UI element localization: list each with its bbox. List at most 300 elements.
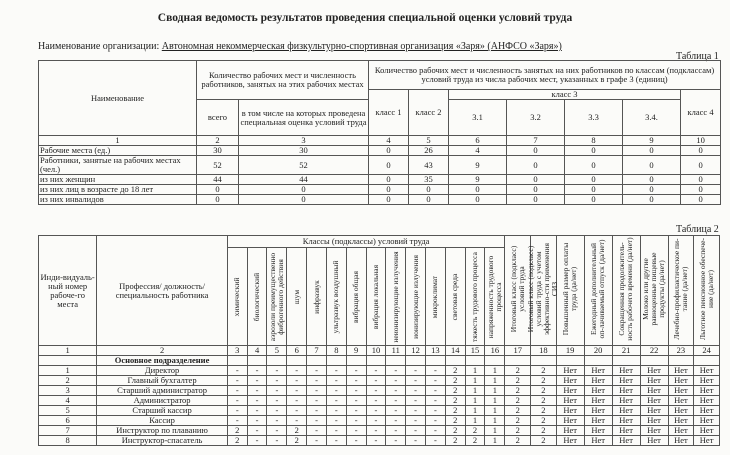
t2-cell: Нет [584,406,612,416]
t2-cell: - [267,436,287,446]
t2-header-factor [425,248,445,346]
t2-cell: - [386,436,406,446]
t2-colnum-cell: 16 [485,346,505,356]
t1-cell: 0 [409,195,449,205]
t2-header-extra [694,236,720,346]
t2-cell: 1 [485,406,505,416]
table1-caption: Таблица 1 [676,51,719,62]
t1-cell: 30 [197,146,239,156]
t2-cell: Нет [640,376,668,386]
t2-row-num: 6 [39,416,97,426]
t2-cell: - [247,406,267,416]
t2-cell: 1 [485,366,505,376]
t2-cell: - [307,396,327,406]
t1-colnum-cell: 5 [409,136,449,146]
t2-cell: Нет [612,406,640,416]
t1-row-label: из них инвалидов [39,195,197,205]
t2-row-profession: Директор [97,366,228,376]
t1-header-c33: 3.3 [565,100,623,136]
t2-cell: - [326,426,346,436]
table-row [39,386,720,396]
t2-cell: Нет [612,436,640,446]
t1-cell: 0 [565,195,623,205]
t1-cell: 0 [239,195,369,205]
t2-section-cell [287,356,307,366]
t2-cell: 2 [445,386,465,396]
t2-cell: 2 [445,436,465,446]
t2-cell: - [247,436,267,446]
organization-label: Наименование организации: [38,41,160,52]
t1-cell: 0 [507,185,565,195]
t2-section-cell [386,356,406,366]
t2-cell: Нет [668,376,694,386]
t2-header-num: Инди-видуаль-ный номер рабоче-го места [39,236,97,346]
t2-cell: - [425,386,445,396]
t2-cell: Нет [584,366,612,376]
t2-cell: Нет [584,416,612,426]
t2-cell: - [267,396,287,406]
t2-cell: - [366,386,386,396]
t1-cell: 0 [681,146,721,156]
t2-cell: 2 [531,396,557,406]
t1-cell: 0 [449,195,507,205]
t2-cell: 2 [531,366,557,376]
t2-cell: - [287,416,307,426]
t2-cell: Нет [694,426,720,436]
t2-cell: - [307,426,327,436]
t2-header-extra [612,236,640,346]
table-row [39,376,720,386]
t2-section-cell [267,356,287,366]
t1-cell: 0 [239,185,369,195]
t2-cell: Нет [694,406,720,416]
t2-row-num: 5 [39,406,97,416]
t2-cell: Нет [584,376,612,386]
t1-colnum-cell: 10 [681,136,721,146]
t2-cell: - [386,406,406,416]
t2-cell: - [326,436,346,446]
t2-cell: - [287,396,307,406]
t1-header-class4: класс 4 [681,90,721,136]
t1-cell: 0 [369,156,409,175]
t2-cell: - [346,426,366,436]
t2-colnum-cell: 23 [668,346,694,356]
t2-cell: - [247,396,267,406]
t1-colnum-cell: 6 [449,136,507,146]
t2-cell: 2 [505,436,531,446]
t2-cell: - [247,416,267,426]
t2-cell: - [346,376,366,386]
t2-cell: - [386,396,406,406]
t2-header-factor [287,248,307,346]
t2-header-factor-label: инфразвук [311,279,321,314]
t2-cell: - [267,376,287,386]
t2-colnum-cell: 2 [97,346,228,356]
t2-section-cell [556,356,584,366]
t2-header-factor [227,248,247,346]
t2-cell: Нет [556,396,584,406]
t2-header-extra-label: Молоко или другие равноценные пищевые продукты (да/нет) [641,251,667,326]
t2-cell: 1 [465,416,485,426]
t2-header-factor-label: тяжесть трудового процесса [470,251,479,342]
t2-section-cell [465,356,485,366]
t2-colnum-cell: 22 [640,346,668,356]
t2-cell: - [307,406,327,416]
t2-header-extra-label: Ежегодный дополнительный оп-лачиваемый отпуск (да/нет) [589,239,607,338]
t2-cell: Нет [668,426,694,436]
t2-cell: Нет [640,416,668,426]
t1-cell: 9 [449,156,507,175]
t2-cell: Нет [556,366,584,376]
document-title: Сводная ведомость результатов проведения специальной оценки условий труда [157,12,573,24]
t2-section-cell [307,356,327,366]
t2-cell: - [366,426,386,436]
t2-cell: 2 [505,376,531,386]
t2-row-profession: Старший кассир [97,406,228,416]
t2-cell: - [227,396,247,406]
t2-cell: Нет [694,436,720,446]
t1-cell: 0 [623,195,681,205]
t2-cell: - [307,366,327,376]
t2-cell: - [346,406,366,416]
t2-colnum-cell: 14 [445,346,465,356]
t2-colnum-cell: 1 [39,346,97,356]
t2-cell: - [326,396,346,406]
t2-cell: 2 [505,386,531,396]
t2-header-factor-label: биологический [252,272,262,321]
t2-cell: Нет [556,436,584,446]
t2-header-factor [267,248,287,346]
t2-cell: - [346,386,366,396]
t1-cell: 0 [623,185,681,195]
t2-header-factor [326,248,346,346]
t2-cell: Нет [584,386,612,396]
t2-section-cell [694,356,720,366]
t2-header-extra [556,236,584,346]
table-row [39,185,721,195]
t2-cell: Нет [694,366,720,376]
t1-cell: 30 [239,146,369,156]
t2-colnum-cell: 19 [556,346,584,356]
t2-colnum-cell: 8 [326,346,346,356]
t2-cell: - [326,386,346,396]
t2-section-cell [425,356,445,366]
t2-cell: - [227,406,247,416]
t2-cell: - [267,406,287,416]
t2-cell: 2 [465,426,485,436]
t2-cell: Нет [612,386,640,396]
t1-cell: 0 [681,156,721,175]
t2-cell: Нет [668,366,694,376]
t2-cell: - [247,426,267,436]
t2-cell: - [247,386,267,396]
t2-header-extra-label: Сокращенная продолжитель-ность рабочего времени (да/нет) [617,236,635,341]
table-row [39,146,721,156]
t1-colnum-cell: 2 [197,136,239,146]
t2-cell: 2 [505,416,531,426]
t2-cell: - [406,396,426,406]
table-row [39,406,720,416]
t2-cell: 1 [485,386,505,396]
t2-cell: - [307,416,327,426]
t2-row-profession: Инструктор-спасатель [97,436,228,446]
t2-header-extra [668,236,694,346]
t1-cell: 0 [197,195,239,205]
t2-cell: - [366,376,386,386]
t2-section-cell [366,356,386,366]
t1-header-evaluated: в том числе на которых проведена специальная оценка условий труда [239,100,369,136]
t1-cell: 0 [565,175,623,185]
t2-cell: - [386,376,406,386]
t2-cell: - [425,416,445,426]
t2-cell: Нет [556,426,584,436]
t2-cell: Нет [668,416,694,426]
t1-cell: 0 [507,195,565,205]
t2-cell: Нет [612,376,640,386]
t1-cell: 0 [681,195,721,205]
t2-cell: - [386,426,406,436]
t2-section-cell [346,356,366,366]
table1 [38,60,721,205]
t2-cell: - [267,416,287,426]
t2-cell: - [425,436,445,446]
t2-header-factor-label: ультразвук воздушный [331,260,341,333]
t1-cell: 26 [409,146,449,156]
t1-cell: 0 [409,185,449,195]
t2-colnum-cell: 5 [267,346,287,356]
t1-cell: 9 [449,175,507,185]
t2-cell: - [406,386,426,396]
t2-section-title: Основное подразделение [97,356,228,366]
t1-row-label: Работники, занятые на рабочих местах (чел.) [39,156,197,175]
t2-section-cell [640,356,668,366]
t1-row-label: Рабочие места (ед.) [39,146,197,156]
t2-cell: - [267,386,287,396]
t2-cell: 2 [445,416,465,426]
t2-cell: Нет [640,366,668,376]
t1-cell: 52 [197,156,239,175]
t1-cell: 0 [369,195,409,205]
t2-cell: Нет [556,416,584,426]
t2-cell: Нет [668,436,694,446]
t2-cell: 2 [465,436,485,446]
t1-header-class2: класс 2 [409,90,449,136]
t2-cell: Нет [556,376,584,386]
t2-cell: - [287,376,307,386]
t2-cell: - [326,366,346,376]
t2-header-factor [485,248,505,346]
t2-cell: - [425,406,445,416]
t2-cell: Нет [556,386,584,396]
t1-cell: 0 [369,146,409,156]
t2-section-cell [227,356,247,366]
t2-colnum-cell: 3 [227,346,247,356]
t1-header-name: Наименование [39,61,197,136]
t2-cell: Нет [612,396,640,406]
t2-cell: - [326,376,346,386]
t2-cell: 2 [287,436,307,446]
t2-header-factor [386,248,406,346]
t2-row-num: 1 [39,366,97,376]
t2-cell: 1 [465,386,485,396]
t2-cell: - [346,436,366,446]
t2-cell: - [267,426,287,436]
t1-colnum-cell: 1 [39,136,197,146]
t2-row-profession: Инструктор по плаванию [97,426,228,436]
table-row [39,416,720,426]
t1-colnum-cell: 4 [369,136,409,146]
t2-cell: 2 [287,426,307,436]
t2-cell: 1 [465,396,485,406]
t2-cell: - [406,426,426,436]
t2-cell: 1 [465,406,485,416]
t2-section-cell [531,356,557,366]
t2-header-factor-label: неионизирующие излучения [390,250,400,343]
t1-header-c34: 3.4. [623,100,681,136]
t2-cell: Нет [640,396,668,406]
t2-section-cell [406,356,426,366]
t2-header-extra-label: Итоговый класс (подкласс) условий труда с учетом эффективно-сти применения СИЗ [526,242,560,335]
t2-cell: 2 [505,396,531,406]
t2-cell: - [227,376,247,386]
t2-header-extra [526,236,560,346]
t2-cell: Нет [584,436,612,446]
t2-section-cell [612,356,640,366]
t2-cell: - [307,436,327,446]
t2-section-cell [584,356,612,366]
t2-section-cell [326,356,346,366]
table-row [39,195,721,205]
t2-cell: Нет [640,436,668,446]
t2-header-factor [406,248,426,346]
t2-colnum-cell: 15 [465,346,485,356]
t1-cell: 0 [369,185,409,195]
t2-cell: Нет [556,406,584,416]
organization-name: Автономная некоммерческая физкультурно-спортивная организация «Заря» (АНФСО «Заря») [161,41,562,52]
t2-cell: - [247,376,267,386]
t1-header-c31: 3.1 [449,100,507,136]
t2-cell: 2 [531,416,557,426]
t1-cell: 0 [623,156,681,175]
t2-cell: 1 [485,426,505,436]
t2-header-factor [445,248,465,346]
t2-cell: - [366,406,386,416]
t2-cell: Нет [694,416,720,426]
t2-cell: - [227,366,247,376]
table2-caption: Таблица 2 [676,224,719,235]
t2-row-profession: Кассир [97,416,228,426]
t2-cell: Нет [694,396,720,406]
table-row [39,175,721,185]
t2-cell: - [287,366,307,376]
t1-cell: 0 [507,175,565,185]
t2-cell: 2 [445,406,465,416]
t2-cell: - [386,386,406,396]
t2-cell: - [425,376,445,386]
t2-section-num [39,356,97,366]
t2-cell: 2 [531,436,557,446]
t2-cell: 2 [531,376,557,386]
t2-cell: - [247,366,267,376]
t1-row-label: из них женщин [39,175,197,185]
t2-section-cell [505,356,531,366]
t2-section-cell [247,356,267,366]
t2-header-extra [584,236,612,346]
t2-cell: 2 [531,386,557,396]
t2-colnum-cell: 10 [366,346,386,356]
t1-colnum-cell: 8 [565,136,623,146]
t1-cell: 52 [239,156,369,175]
t2-cell: - [386,366,406,376]
t2-header-extra-label: Льготное пенсионное обеспече-ние (да/нет) [697,237,715,340]
t2-cell: Нет [694,386,720,396]
t2-header-classes: Классы (подклассы) условий труда [227,236,505,248]
t2-colnum-cell: 18 [531,346,557,356]
t2-cell: - [406,416,426,426]
t2-colnum-cell: 12 [406,346,426,356]
t2-row-num: 8 [39,436,97,446]
t1-cell: 0 [507,156,565,175]
t2-header-factor-label: химический [232,277,242,316]
table-row [39,156,721,175]
t2-cell: - [267,366,287,376]
table-row [39,396,720,406]
t1-cell: 0 [565,185,623,195]
t2-cell: 1 [465,376,485,386]
t2-cell: Нет [584,396,612,406]
table-row [39,426,720,436]
t1-cell: 4 [449,146,507,156]
t2-cell: - [406,436,426,446]
t1-cell: 0 [623,175,681,185]
t2-cell: 1 [485,416,505,426]
t2-cell: - [425,396,445,406]
t2-cell: 2 [505,406,531,416]
t2-header-factor-label: ионизирующие излучения [410,254,420,339]
t2-cell: - [227,416,247,426]
t1-colnum-cell: 3 [239,136,369,146]
t2-colnum-cell: 9 [346,346,366,356]
t2-cell: - [287,386,307,396]
t2-cell: - [227,386,247,396]
t2-colnum-cell: 7 [307,346,327,356]
t2-colnum-cell: 6 [287,346,307,356]
t2-cell: - [366,396,386,406]
t2-cell: Нет [668,396,694,406]
t2-section-cell [485,356,505,366]
t2-header-factor [366,248,386,346]
t1-cell: 0 [565,146,623,156]
t1-cell: 0 [507,146,565,156]
t2-cell: 2 [531,406,557,416]
t1-cell: 44 [197,175,239,185]
t2-colnum-cell: 11 [386,346,406,356]
t2-cell: - [386,416,406,426]
t2-cell: Нет [612,426,640,436]
t2-cell: - [346,396,366,406]
t1-header-total: всего [197,100,239,136]
t2-header-factor-label: микроклимат [430,275,440,318]
t2-cell: 2 [227,426,247,436]
t2-cell: Нет [584,426,612,436]
t1-cell: 0 [369,175,409,185]
t2-row-num: 4 [39,396,97,406]
t2-row-num: 2 [39,376,97,386]
t2-cell: Нет [668,386,694,396]
t1-header-workplaces: Количество рабочих мест и численность работников, занятых на этих рабочих местах [197,61,369,100]
t1-header-class3: класс 3 [449,90,681,100]
t1-colnum-cell: 9 [623,136,681,146]
